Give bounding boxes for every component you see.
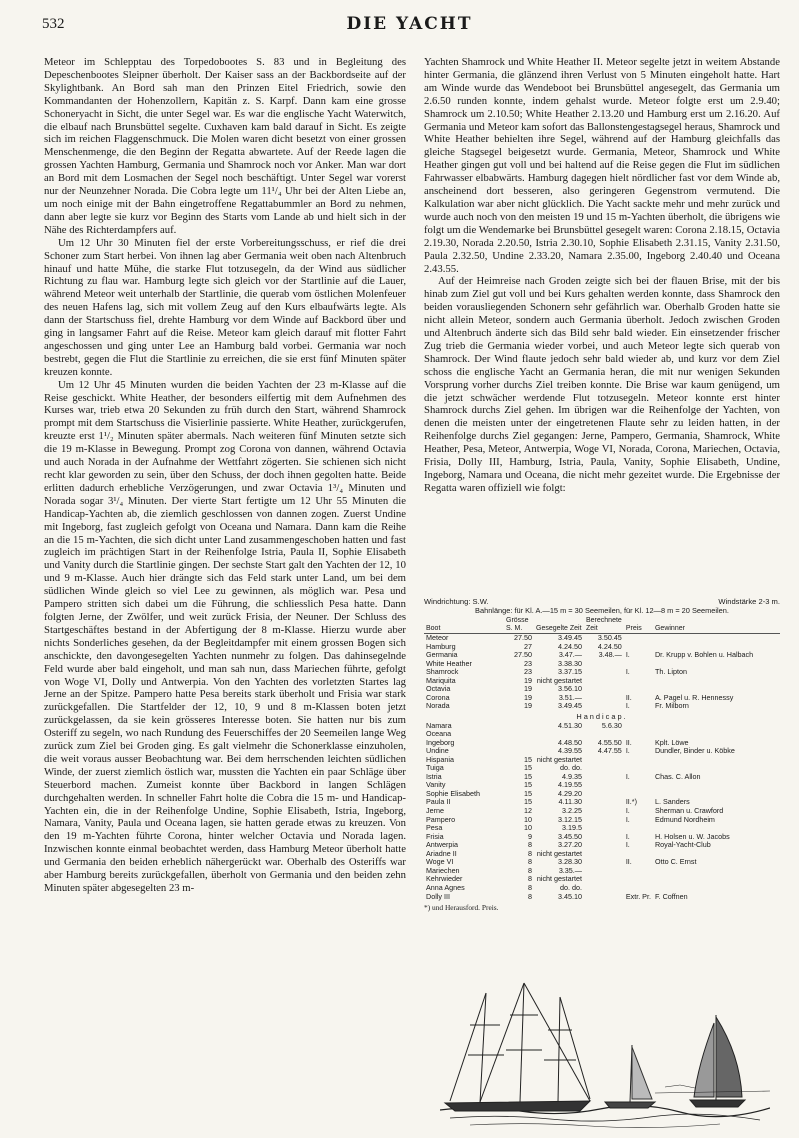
col-prize: Preis <box>624 617 653 634</box>
cell-boat: Germania <box>426 650 458 660</box>
cell-size: 15 <box>524 780 532 790</box>
cell-prize <box>624 867 653 876</box>
cell-size: 15 <box>524 754 532 764</box>
table-row <box>424 668 780 677</box>
cell-sailed-time: 3.37.15 <box>558 667 582 677</box>
cell-prize <box>624 634 653 643</box>
cell-boat: Oceana <box>426 729 452 739</box>
cell-sailed-time: 3.45.50 <box>558 831 582 841</box>
paragraph: Um 12 Uhr 45 Minuten wurden die beiden Yachten der 23 m-Klasse auf die Reise geschickt. White Heather, der besonders eilfertig mit dem Aufnehmen des Kurses war, trieb etwa 20 Sekunden zu früh durch den Start, während Shamrock prompt mit dem Startschuss die Visierlinie passierte. White Heather, zurückgerufen, kreuzte erst 1¹/₂ Minuten später abermals. Nach weiteren fünf Minuten setzte sich die 19 m-Klasse in Bewegung. Prompt zog Corona von dannen, während Octavia und auch Norada in der Aufnahme der Wettfahrt zögerten. Sie schienen sich nicht recht klar geworden zu sein, über den Schuss, der doch ihnen gegolten hatte. Beide erlitten dadurch erhebliche Verzögerungen, und zwar Octavia 1³/₄ Minuten und Norada sogar 3¹/₄ Minuten. Der vierte Start fertigte um 12 Uhr 55 Minuten die Handicap-Yachten ab, die ziemlich geschlossen von dannen zogen. Zuerst Undine mit Ingeborg, fast zugleich gefolgt von Oceana und Namara. Dann kam die Reihe an die 15 m-Yachten, die sich dicht unter Land zusammengeschoben hatten und fast zugleich im prächtigen Start in der Reihenfolge Istria, Paula II, Sophie Elisabeth und Vanity durch die Startlinie gingen. Der sechste Start galt den Yachten der 12, 10 und 9 m-Klasse. Auch hier drängte sich das Feld stark unter Land, um bei dem südlichen Winde gleich so viel Lee zu gewinnen, als möglich war. Pesa und Pampero stritten sich dabei um die Führung, die schliesslich Pesa hatte. Dann folgten Jerne, der Zwölfer, und weit zurück Frisia, der Neuner. Der Schluss des Startgeschäftes bestand in der Abfertigung der 8 m-Klasse. Hierzu wurde aber nichts Sonderliches gesehen, da der Begleitdampfer mit einem grossen Bogen sich anschickte, den davongesegelten Yachten nunmehr zu folgen. Das dahinsegelnde Feld wurde aber bald eingeholt, und man sah nun, dass Mariechen führte, gefolgt von Woge VI, Dolly und Antwerpia. Von den Yachten des vorletzten Startes lag Jerne an der Spitze. Pampero hatte Pesa bereits stark überholt und Frisia war stark zurückgefallen. Die Startfelder der 12, 10, 9 und 8 m-Klassen boten jetzt zurückgelassen, da sie kein grösseres Interesse boten. Sie hatten nur bis zum Osteriff zu segeln, wo nach Rundung des Feuerschiffes der 20 Seemeilen lange Weg zurück zum Ziel bei Groden ging. Es galt vielmehr die Schonerklasse einzuholen, die weit voraus ausser Beobachtung war. Bei dem herrschenden leichten südlichen Winde, der zuerst ziemlich östlich war, mussten die Yachten ein paar Schläge über Steuerbord machen. Zumeist konnte über Backbord in langen Schlägen durchgehalten werden. In schneller Fahrt holte die Cobra die 15 m- und Handicap-Yachten ein, die in der Reihenfolge Undine, Sophie Elisabeth, Istria, Ingeborg, Namara, Vanity, Paula und Oceana lagen, sie hatten gerade etwas zu kreuzen. Von den 19 m-Yachten führte Corona, hinter welcher Octavia und Norada lagen. Inzwischen konnte einmal beobachtet werden, dass Hamburg Meteor überholt hatte und Germania den beiden erheblich nähergerückt war. Oberhalb des Osteriffs war aber Hamburg bereits zurückgefallen, überholt von Germania und den beiden zehn Minuten später abgesegelten 23 m- <box>44 378 406 894</box>
cell-sailed-time: 4.24.50 <box>558 641 582 651</box>
cell-winner <box>653 875 780 884</box>
table-header-row <box>424 617 780 634</box>
table-row <box>424 694 780 703</box>
cell-winner: Royal-Yacht-Club <box>654 840 711 850</box>
cell-size: 15 <box>524 788 532 798</box>
cell-computed-time: 4.47.55 <box>597 746 622 756</box>
cell-winner: Kplt. Löwe <box>654 737 689 747</box>
table-row <box>424 858 780 867</box>
table-row <box>424 884 780 893</box>
cell-boat: Pesa <box>426 823 443 833</box>
running-title: DIE YACHT <box>346 14 473 34</box>
cell-winner <box>653 756 780 765</box>
cell-winner <box>653 722 780 731</box>
cell-winner <box>653 677 780 686</box>
table-row <box>424 756 780 765</box>
cell-prize: II. <box>625 692 632 702</box>
table-row <box>424 798 780 807</box>
cell-boat: Undine <box>426 746 449 756</box>
cell-size: 8 <box>528 857 532 867</box>
col-computed-time: Berechnete Zeit <box>586 617 622 633</box>
cell-boat: White Heather <box>426 658 472 668</box>
cell-winner: Chas. C. Allon <box>654 771 701 781</box>
paragraph: Auf der Heimreise nach Groden zeigte sich bei der flauen Brise, mit der bis hinab zum Ziel gut voll und bei Kurs gehalten werden konnte, dass Shamrock den beiden vorausliegenden Schonern sehr gefährlich war. Oberhalb Groden hatte sie nicht allein Meteor, sondern auch Germania überholt. Jedoch zwischen Groden und Altenbruch änderte sich das Bild sehr bald wieder. Ein einsetzender frischer Zug trieb die Germania wieder vorbei, und auch Meteor legte sich querab von Shamrock. Der Wind flaute jedoch sehr bald wieder ab, und kurz vor dem Ziel schoss die englische Yacht an Germania heran, die mit nur wenigen Sekunden Vorsprung vorher durchs Ziel treiben konnte. Die Brise war kaum genügend, um die jetzt schwächer werdende Flut totzusegeln. Meteor konnte erst hinter Shamrock durchs Ziel gehen. Im übrigen war die Reihenfolge der Yachten, von denen die meisten unter der eingetretenen Flaute sehr zu leiden hatten, in der Reihenfolge durchs Ziel gegangen: Jerne, Pampero, Germania, Shamrock, White Heather, Pesa, Meteor, Antwerpia, Woge VI, Norada, Corona, Mariechen, Octavia, Frisia, Dolly III, Hamburg, Istria, Paula, Vanity, Sophie Elisabeth, Undine, Ingeborg, Namara und Oceana, die nicht mehr gezeitet wurde. Die Ergebnisse der Regatta waren offiziell wie folgt: <box>424 275 780 494</box>
cell-computed-time <box>584 841 624 850</box>
cell-computed-time <box>584 685 624 694</box>
cell-size: 19 <box>524 675 532 685</box>
table-row <box>424 841 780 850</box>
table-row <box>424 867 780 876</box>
cell-prize: II. <box>625 737 632 747</box>
cell-computed-time <box>584 781 624 790</box>
cell-prize: II.*) <box>625 797 637 807</box>
cell-size: 8 <box>528 865 532 875</box>
cell-boat: Jerne <box>426 806 444 816</box>
cell-boat: Hamburg <box>426 641 456 651</box>
table-row <box>424 764 780 773</box>
cell-boat: Namara <box>426 720 452 730</box>
table-row <box>424 651 780 660</box>
cell-computed-time: 4.24.50 <box>597 641 622 651</box>
handicap-row <box>424 711 780 722</box>
cell-computed-time <box>584 893 624 902</box>
wind-strength: Windstärke 2-3 m. <box>718 597 780 606</box>
cell-boat: Mariquita <box>426 675 456 685</box>
cell-computed-time <box>584 858 624 867</box>
cell-computed-time <box>584 790 624 799</box>
cell-boat: Mariechen <box>426 865 460 875</box>
cell-winner <box>653 867 780 876</box>
cell-boat: Norada <box>426 701 450 711</box>
cell-computed-time <box>584 694 624 703</box>
page-header <box>42 12 777 38</box>
cell-prize: I. <box>625 650 630 660</box>
cell-winner: Dundler, Binder u. Köbke <box>654 746 735 756</box>
cell-sailed-time: do. do. <box>560 763 582 773</box>
cell-boat: Anna Agnes <box>426 882 465 892</box>
table-row <box>424 702 780 711</box>
cell-boat: Ingeborg <box>426 737 455 747</box>
cell-boat: Istria <box>426 771 442 781</box>
cell-boat: Woge VI <box>426 857 454 867</box>
table-row <box>424 773 780 782</box>
cell-sailed-time: 4.39.55 <box>558 746 582 756</box>
cell-boat: Dolly III <box>426 891 450 901</box>
table-row <box>424 893 780 902</box>
cell-computed-time <box>584 798 624 807</box>
cell-prize: I. <box>625 746 630 756</box>
cell-boat: Sophie Elisabeth <box>426 788 480 798</box>
cell-boat: Meteor <box>426 633 449 643</box>
cell-winner: Sherman u. Crawford <box>654 806 724 816</box>
cell-winner <box>653 634 780 643</box>
cell-winner: Fr. Milborn <box>654 701 689 711</box>
cell-sailed-time: 3.2.25 <box>562 806 582 816</box>
cell-size: 8 <box>528 891 532 901</box>
cell-sailed-time: 3.45.10 <box>558 891 582 901</box>
cell-size: 15 <box>524 763 532 773</box>
cell-boat: Paula II <box>426 797 451 807</box>
cell-computed-time: 3.50.45 <box>597 633 622 643</box>
cell-size: 10 <box>524 823 532 833</box>
cell-sailed-time: 3.12.15 <box>558 814 582 824</box>
table-row <box>424 833 780 842</box>
cell-size <box>504 739 534 748</box>
page-number: 532 <box>42 16 65 32</box>
footnote: *) und Herausford. Preis. <box>424 903 499 913</box>
cell-prize <box>624 875 653 884</box>
cell-size: 15 <box>524 797 532 807</box>
cell-sailed-time: 3.19.5 <box>562 823 582 833</box>
cell-computed-time: 4.55.50 <box>597 737 622 747</box>
cell-winner: F. Coffnen <box>654 891 688 901</box>
cell-size <box>504 722 534 731</box>
cell-boat: Shamrock <box>426 667 459 677</box>
cell-computed-time: 5.6.30 <box>601 720 622 730</box>
col-winner: Gewinner <box>653 617 780 634</box>
cell-prize <box>624 722 653 731</box>
cell-size <box>504 730 534 739</box>
cell-sailed-time: 4.19.55 <box>558 780 582 790</box>
cell-boat: Pampero <box>426 814 456 824</box>
cell-computed-time: 3.48.— <box>598 650 622 660</box>
cell-sailed-time: 3.49.45 <box>558 701 582 711</box>
cell-computed-time <box>584 764 624 773</box>
sailing-ships-sketch-icon <box>440 975 770 1130</box>
cell-computed-time <box>584 875 624 884</box>
cell-size: 8 <box>528 874 532 884</box>
handicap-label: Handicap. <box>576 712 628 722</box>
col-sailed-time: Gesegelte Zeit <box>534 617 584 634</box>
cell-size: 9 <box>528 831 532 841</box>
cell-computed-time <box>584 807 624 816</box>
cell-boat: Tuiga <box>426 763 444 773</box>
cell-prize <box>624 677 653 686</box>
cell-sailed-time: 3.47.— <box>558 650 582 660</box>
cell-computed-time <box>584 756 624 765</box>
table-row <box>424 875 780 884</box>
cell-computed-time <box>584 824 624 833</box>
cell-winner: Edmund Nordheim <box>654 814 715 824</box>
table-row <box>424 677 780 686</box>
cell-computed-time <box>584 884 624 893</box>
cell-size: 10 <box>524 814 532 824</box>
cell-sailed-time: 3.56.10 <box>558 684 582 694</box>
cell-winner: A. Pagel u. R. Hennessy <box>654 692 734 702</box>
cell-sailed-time: 3.38.30 <box>558 658 582 668</box>
cell-prize <box>624 756 653 765</box>
table-row <box>424 660 780 669</box>
cell-winner: Th. Lipton <box>654 667 687 677</box>
cell-prize: I. <box>625 831 630 841</box>
cell-size: 8 <box>528 882 532 892</box>
cell-boat: Octavia <box>426 684 451 694</box>
cell-size: 8 <box>528 848 532 858</box>
cell-winner <box>653 781 780 790</box>
table-row <box>424 790 780 799</box>
cell-prize: I. <box>625 701 630 711</box>
cell-size: 27.50 <box>514 650 532 660</box>
cell-sailed-time: 4.11.30 <box>558 797 582 807</box>
cell-computed-time <box>584 677 624 686</box>
cell-boat: Antwerpia <box>426 840 458 850</box>
left-column <box>44 56 406 895</box>
cell-size: 15 <box>524 771 532 781</box>
cell-size: 12 <box>524 806 532 816</box>
cell-sailed-time: 4.29.20 <box>558 788 582 798</box>
cell-prize: I. <box>625 667 630 677</box>
paragraph: Um 12 Uhr 30 Minuten fiel der erste Vorbereitungsschuss, er rief die drei Schoner zum Start herbei. Von ihnen lag aber Germania weit oben nach Altenbruch hinauf und hatte Mühe, die starke Flut totzusegeln, da der Wind aus südlicher Richtung zu flau war. Hamburg legte sich gleich vor der Startlinie auf die Lauer, während Meteor weit unterhalb der Startlinie, die querab vom östlichen Molenfeuer des neuen Hafens lag, sich mit vollem Zeug auf den Kurs elbaufwärts legte. Als dann der Startschuss fiel, drehte Hamburg vor dem Winde auf Backbord über und ging in langsamer Fahrt auf die Reise. Meteor kam gleich darauf mit flotter Fahrt angeschossen und ging unter Lee an Hamburg bald vorbei. Germania war noch bestrebt, gegen die Flut die Startlinie zu erreichen, die sie erst fünf Minuten später kreuzen konnte. <box>44 236 406 378</box>
cell-computed-time <box>584 867 624 876</box>
cell-prize: I. <box>625 814 630 824</box>
table-row <box>424 747 780 756</box>
cell-sailed-time: nicht gestartet <box>536 848 582 858</box>
cell-sailed-time: nicht gestartet <box>536 754 582 764</box>
cell-sailed-time: 4.48.50 <box>558 737 582 747</box>
cell-boat: Corona <box>426 692 450 702</box>
cell-computed-time <box>584 660 624 669</box>
cell-computed-time <box>584 668 624 677</box>
cell-size: 23 <box>524 667 532 677</box>
cell-size: 27 <box>524 641 532 651</box>
col-size: Grösse S. M. <box>504 617 534 634</box>
cell-computed-time <box>584 850 624 859</box>
table-row <box>424 850 780 859</box>
cell-computed-time <box>584 833 624 842</box>
course-length: Bahnlänge: für Kl. A.—15 m = 30 Seemeilen, für Kl. 12—8 m = 20 Seemeilen. <box>475 605 729 615</box>
wind-direction: Windrichtung: S.W. <box>424 597 489 606</box>
col-boat: Boot <box>424 617 504 634</box>
table-row <box>424 807 780 816</box>
cell-boat: Kehrwieder <box>426 874 463 884</box>
cell-size: 23 <box>524 658 532 668</box>
cell-sailed-time: do. do. <box>560 882 582 892</box>
cell-computed-time <box>584 702 624 711</box>
cell-size: 27.50 <box>514 633 532 643</box>
results-table-block <box>424 598 780 913</box>
cell-winner: H. Holsen u. W. Jacobs <box>654 831 730 841</box>
cell-prize: I. <box>625 771 630 781</box>
cell-boat: Vanity <box>426 780 446 790</box>
cell-prize <box>624 781 653 790</box>
cell-sailed-time: 3.49.45 <box>558 633 582 643</box>
paragraph: Meteor im Schlepptau des Torpedobootes S. 83 und in Begleitung des Depeschenbootes Sleipner überholt. Der Kaiser sass an der Backbordseite auf der Skylightbank. An Bord sah man den Prinzen Eitel Friedrich, sowie den Kommandanten der Hohenzollern, Kapitän z. S. Karpf. Dann kam eine grosse Schoneryacht in Sicht, die unter Segel war. Es war die englische Yacht Waterwitch, die elbauf nach Brunsbüttel segelte. Cuxhaven kam bald darauf in Sicht. Es zeigte sich im reichen Flaggenschmuck. Die Molen waren dicht besetzt von einer grossen Menschenmenge, die den Beginn der Regatta abwartete. Auf der Reede lagen die grossen Yachten Hamburg, Germania und Shamrock noch vor Anker. Man war dort an Bord mit dem Losmachen der Segel noch beschäftigt. Unter Segel war vorerst nur der Neunzehner Norada. Die Cobra legte um 11¹/₄ Uhr bei der Alten Liebe an, um noch einige mit der Bahn eingetroffene Regattabummler an Bord zu nehmen, dann aber legte sie kurz vor Beginn des Starts vom Lande ab und hielt sich in der Nähe des Richterdampfers auf. <box>44 56 406 236</box>
cell-prize: Extr. Pr. <box>625 891 651 901</box>
paragraph: Yachten Shamrock und White Heather II. Meteor segelte jetzt in weitem Abstande hinter Germania, die glänzend ihren Verlust von 5 Minuten eingeholt hatte. Hart am Winde wurde das Wendeboot bei Brunsbüttel angesegelt, das Germania um 2.6.50 runden konnte, indem gehalst wurde. Meteor folgte erst um 2.9.40; Shamrock um 2.10.50; White Heather 2.13.20 und Hamburg erst um 2.16.20. Auf Germania und Meteor kam sofort das Ballonstengestagsegel heraus, Shamrock und White Heather behielten ihre Segel, während auf der Hamburg gleichfalls das gleiche Stagsegel beigesetzt wurde. Germania, Meteor, Shamrock und White Heather gingen gut voll und bei haltend auf die Reise gegen die Flut im südlichen Fahrwasser elbabwärts. Hamburg dagegen hielt nördlicher fast vor dem Winde ab, anscheinend dort besseren, also geringeren Gegenstrom vermutend. Die Kalkulation war aber nicht glücklich. Die Yacht sackte mehr und mehr zurück und wurde auch noch von den meisten 19 und 15 m-Yachten überholt, die übrigens wie folgt um die Wendemarke bei Brunsbüttel gesegelt waren: Corona 2.18.15, Octavia 2.19.30, Norada 2.20.50, Istria 2.30.10, Sophie Elisabeth 2.31.15, Vanity 2.31.50, Paula 2.32.50, Undine 2.33.20, Namara 2.35.00, Ingeborg 2.40.40 und Oceana 2.43.55. <box>424 56 780 275</box>
cell-sailed-time: 4.9.35 <box>562 771 582 781</box>
results-table <box>424 617 780 901</box>
cell-size: 8 <box>528 840 532 850</box>
cell-size: 19 <box>524 684 532 694</box>
cell-winner: L. Sanders <box>654 797 690 807</box>
table-row <box>424 722 780 731</box>
table-row <box>424 816 780 825</box>
cell-sailed-time: nicht gestartet <box>536 874 582 884</box>
cell-sailed-time: 3.51.— <box>558 692 582 702</box>
cell-prize: I. <box>625 806 630 816</box>
cell-boat: Ariadne II <box>426 848 457 858</box>
cell-boat: Hispania <box>426 754 454 764</box>
cell-prize: I. <box>625 840 630 850</box>
cell-sailed-time: 3.35.— <box>558 865 582 875</box>
cell-prize: II. <box>625 857 632 867</box>
cell-sailed-time: 3.28.30 <box>558 857 582 867</box>
cell-size: 19 <box>524 692 532 702</box>
cell-computed-time <box>584 816 624 825</box>
cell-sailed-time: 3.27.20 <box>558 840 582 850</box>
cell-boat: Frisia <box>426 831 444 841</box>
cell-winner: Otto C. Ernst <box>654 857 697 867</box>
cell-size: 19 <box>524 701 532 711</box>
right-column <box>424 56 780 495</box>
cell-winner: Dr. Krupp v. Bohlen u. Halbach <box>654 650 754 660</box>
cell-sailed-time: nicht gestartet <box>536 675 582 685</box>
cell-computed-time <box>584 773 624 782</box>
cell-sailed-time: 4.51.30 <box>558 720 582 730</box>
